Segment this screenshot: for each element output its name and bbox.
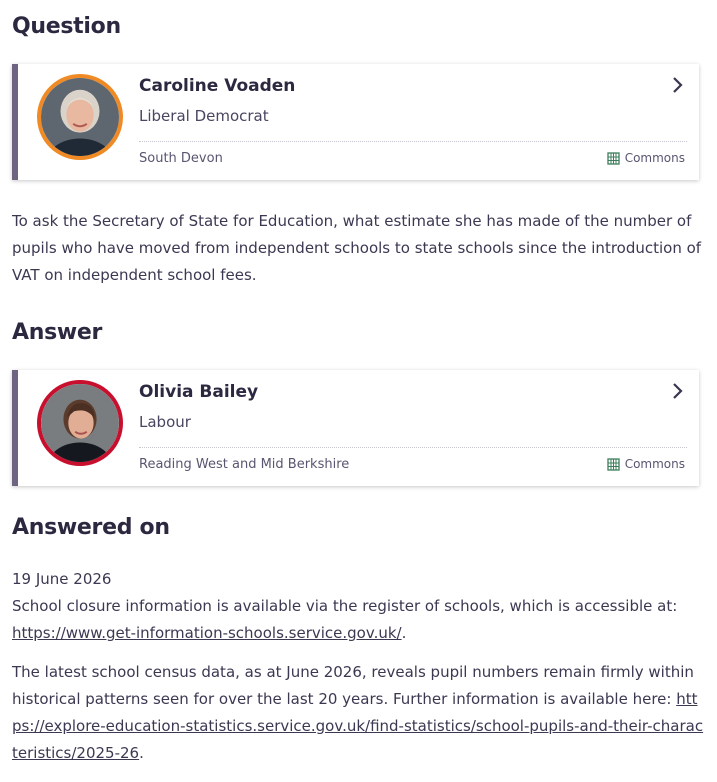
answer-date: 19 June 2026 (12, 570, 112, 588)
avatar-portrait-icon (41, 78, 119, 156)
question-text: To ask the Secretary of State for Education, what estimate she has made of the number of pupils who have moved from independent schools to state schools since the introduction of VAT on independent school fees. (12, 212, 702, 284)
avatar-portrait-icon (41, 384, 119, 462)
member-avatar (37, 74, 123, 160)
answer-paragraph-2 (12, 659, 707, 767)
chevron-right-icon[interactable] (671, 75, 685, 95)
house-label: Commons (624, 457, 685, 471)
period: . (139, 744, 144, 762)
school-census-link[interactable]: https://explore-education-statistics.service.gov.uk/find-statistics/school-pupils-and-their-characteristics/2025-26 (12, 690, 704, 762)
member-name: Caroline Voaden (139, 76, 296, 96)
answer-heading: Answer (12, 320, 103, 345)
answer-paragraph-1-text: School closure information is available via the register of schools, which is accessible at: (12, 597, 678, 615)
member-avatar (37, 380, 123, 466)
member-house (607, 457, 685, 471)
member-constituency: Reading West and Mid Berkshire (139, 457, 350, 472)
member-name: Olivia Bailey (139, 382, 259, 402)
member-house (607, 151, 685, 165)
answer-member-card[interactable] (12, 370, 699, 486)
answer-paragraph-2-text: The latest school census data, as at June 2026, reveals pupil numbers remain firmly within historical patterns seen for over the last 20 years. Further information is available here: (12, 663, 694, 708)
card-divider (139, 141, 687, 142)
house-label: Commons (624, 151, 685, 165)
member-party: Liberal Democrat (139, 107, 269, 125)
card-divider (139, 447, 687, 448)
register-of-schools-link[interactable]: https://www.get-information-schools.service.gov.uk/ (12, 624, 402, 642)
question-member-card[interactable] (12, 64, 699, 180)
portcullis-icon (607, 458, 620, 471)
member-constituency: South Devon (139, 151, 223, 166)
answer-paragraph-1 (12, 593, 707, 647)
question-heading: Question (12, 14, 121, 39)
answer-body (12, 566, 707, 767)
portcullis-icon (607, 152, 620, 165)
member-party: Labour (139, 413, 191, 431)
period: . (401, 624, 407, 642)
answered-on-heading: Answered on (12, 515, 170, 540)
chevron-right-icon[interactable] (671, 381, 685, 401)
